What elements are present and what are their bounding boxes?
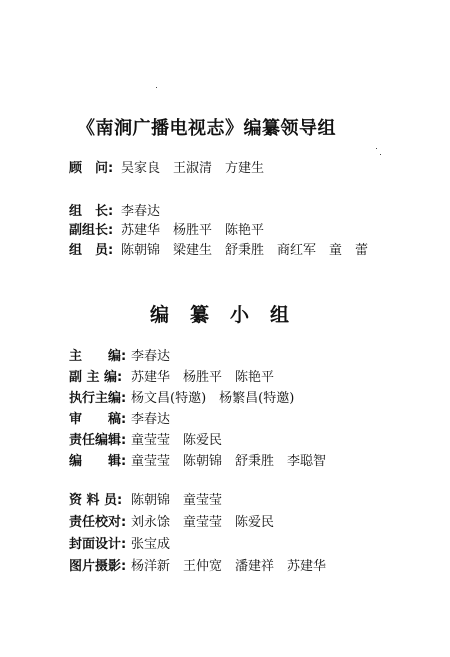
scan-speck (156, 87, 157, 88)
credit-label: 副组长: (69, 223, 114, 238)
credit-value: 苏建华 杨胜平 陈艳平 (131, 370, 275, 385)
credit-label: 责任校对: (69, 515, 127, 530)
credit-value: 陈朝锦 童莹莹 (131, 493, 223, 508)
credit-value: 苏建华 杨胜平 陈艳平 (121, 223, 265, 238)
scan-speck (380, 154, 381, 155)
credit-value: 童莹莹 陈朝锦 舒秉胜 李聪智 (131, 454, 327, 469)
credit-value: 李春达 (131, 412, 171, 427)
credit-label: 责任编辑: (69, 433, 127, 448)
credit-label: 封面设计: (69, 537, 127, 552)
editorial-group-title: 编 纂 小 组 (150, 304, 291, 326)
credit-value: 杨文昌(特邀) 杨繁昌(特邀) (131, 391, 295, 406)
credit-value: 刘永馀 童莹莹 陈爱民 (131, 515, 275, 530)
credit-label: 组 长: (69, 204, 114, 219)
credit-value: 杨洋新 王仲宽 潘建祥 苏建华 (131, 559, 327, 574)
credit-value: 吴家良 王淑清 方建生 (121, 161, 265, 176)
credit-value: 陈朝锦 梁建生 舒秉胜 商红军 童 蕾 (121, 243, 369, 258)
credit-label: 执行主编: (69, 391, 127, 406)
credit-label: 顾 问: (69, 161, 114, 176)
credit-label: 编 辑: (69, 454, 127, 469)
credit-label: 资 料 员: (69, 493, 123, 508)
credit-label: 主 编: (69, 349, 127, 364)
credit-label: 组 员: (69, 243, 114, 258)
credit-value: 李春达 (131, 349, 171, 364)
credit-label: 副 主 编: (69, 370, 123, 385)
credit-label: 图片摄影: (69, 559, 127, 574)
credit-value: 李春达 (121, 204, 161, 219)
scan-speck (376, 148, 377, 149)
leadership-group-title: 《南涧广播电视志》编纂领导组 (77, 118, 336, 139)
credit-label: 审 稿: (69, 412, 127, 427)
credit-value: 张宝成 (131, 537, 171, 552)
credit-value: 童莹莹 陈爱民 (131, 433, 223, 448)
